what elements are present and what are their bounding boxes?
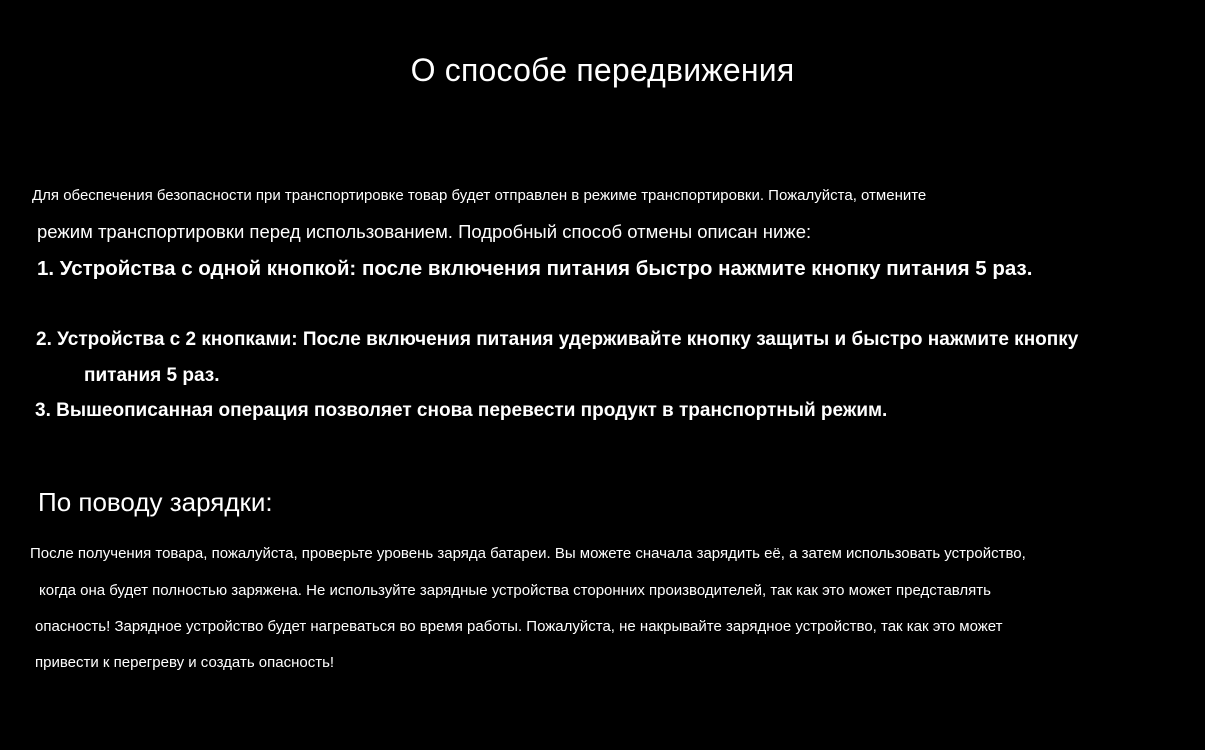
charging-heading: По поводу зарядки: — [38, 487, 273, 517]
transport-step-2-line-2: питания 5 раз. — [84, 365, 220, 386]
transport-intro-line-2: режим транспортировки перед использованием. Подробный способ отмены описан ниже: — [37, 221, 812, 242]
charging-line-2: когда она будет полностью заряжена. Не используйте зарядные устройства сторонних производителей, так как это может представлять — [39, 582, 991, 599]
transport-step-1: 1. Устройства с одной кнопкой: после включения питания быстро нажмите кнопку питания 5 раз. — [37, 257, 1033, 280]
page-title: О способе передвижения — [410, 52, 795, 88]
charging-line-4: привести к перегреву и создать опасность! — [35, 654, 335, 671]
charging-line-3: опасность! Зарядное устройство будет нагреваться во время работы. Пожалуйста, не накрывайте зарядное устройство, так как это может — [35, 618, 1003, 635]
transport-intro-line-1: Для обеспечения безопасности при транспортировке товар будет отправлен в режиме транспортировки. Пожалуйста, отмените — [32, 187, 927, 204]
transport-step-3: 3. Вышеописанная операция позволяет снова перевести продукт в транспортный режим. — [35, 400, 888, 421]
charging-line-1: После получения товара, пожалуйста, проверьте уровень заряда батареи. Вы можете сначала зарядить её, а затем использовать устройство, — [30, 545, 1026, 562]
transport-step-2-line-1: 2. Устройства с 2 кнопками: После включения питания удерживайте кнопку защиты и быстро нажмите кнопку — [36, 329, 1079, 350]
